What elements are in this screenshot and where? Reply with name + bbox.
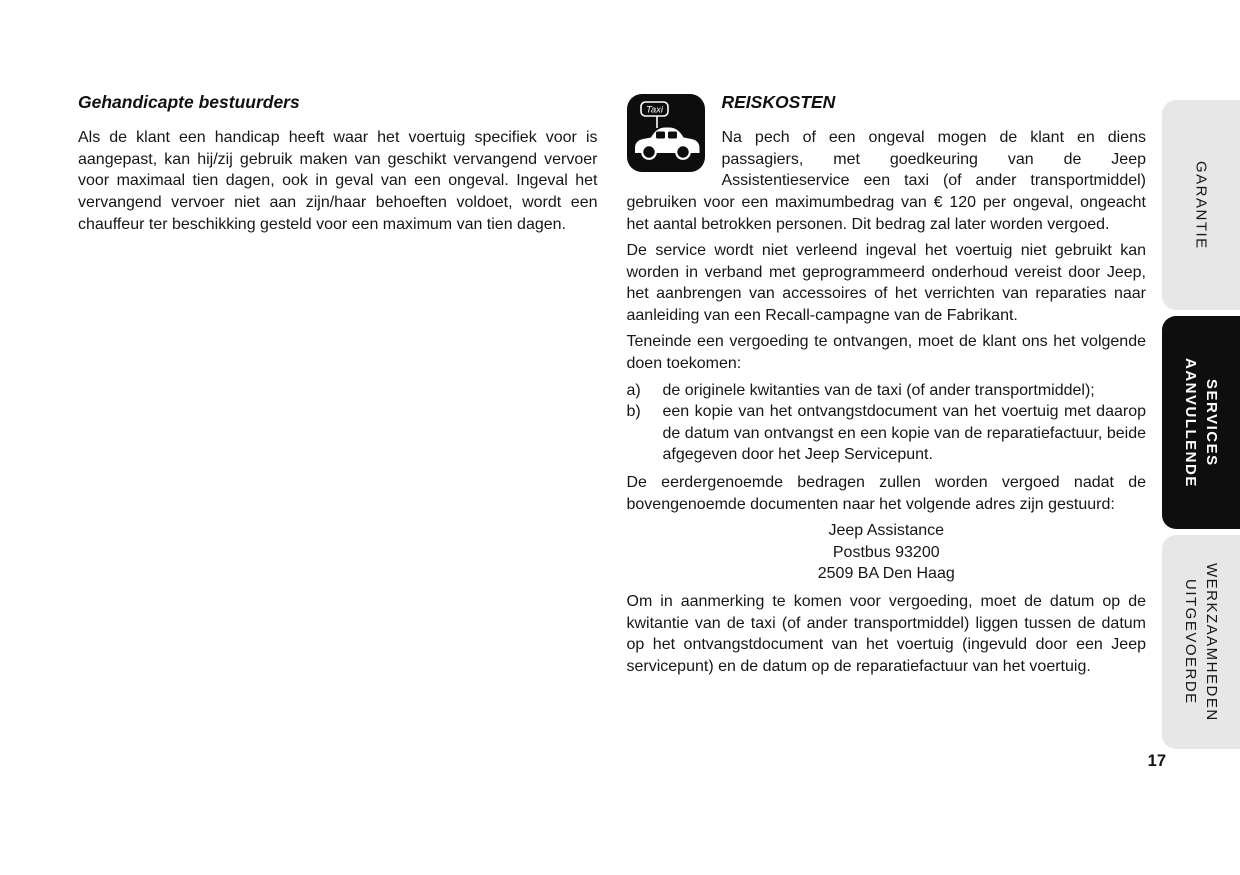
paragraph-reiskosten-2: De service wordt niet verleend ingeval het voertuig niet gebruikt kan worden in verband met geprogrammeerd onderhoud vereist door Jeep, het aanbrengen van accessoires of het verrichten van reparaties naar aanleiding van een Recall-campagne van de Fabrikant. <box>626 242 1146 324</box>
taxi-sign-label: Taxi <box>645 104 663 116</box>
tab-garantie <box>1162 100 1240 310</box>
taxi-icon <box>627 94 705 172</box>
address-line-1: Jeep Assistance <box>828 522 945 540</box>
paragraph-reiskosten-5: Om in aanmerking te komen voor vergoeding, moet de datum op de kwitantie van de taxi (of ander transportmiddel) liggen tussen de datum op het ontvangstdocument van het voertuig (ingevuld door een Jeep servicepunt) en de datum op de reparatiefactuur van het voertuig. <box>626 593 1146 675</box>
tab-label-line: UITGEVOERDE <box>1182 579 1199 705</box>
address-block <box>627 520 1147 585</box>
paragraph-reiskosten-1: Na pech of een ongeval mogen de klant en diens passagiers, met goedkeuring van de Jeep Assistentieservice een taxi (of ander transportmiddel) gebruiken voor een maximumbedrag van € 120 per ongeval, ongeacht het aantal betrokken personen. Dit bedrag zal later worden vergoed. <box>626 129 1146 233</box>
paragraph-gehandicapte: Als de klant een handicap heeft waar het voertuig specifiek voor is aangepast, kan hij/zij gebruik maken van geschikt vervangend vervoer voor maximaal tien dagen, ook in geval van een ongeval. Ingeval het vervangend vervoer niet aan zijn/haar behoeften voldoet, wordt een chauffeur ter beschikking gesteld voor een maximum van tien dagen. <box>78 129 598 233</box>
tab-label: GARANTIE <box>1192 160 1210 250</box>
taxi-icon-graphic <box>627 94 705 172</box>
address-line-2: Postbus 93200 <box>832 543 940 561</box>
list-marker: b) <box>626 403 641 421</box>
section-heading-gehandicapte-bestuurders: Gehandicapte bestuurders <box>78 92 300 112</box>
side-register-tabs <box>1162 100 1240 749</box>
list-item-b <box>627 401 1147 466</box>
tab-label-line: AANVULLENDE <box>1182 357 1199 488</box>
paragraph-reiskosten-4: De eerdergenoemde bedragen zullen worden vergoed nadat de bovengenoemde documenten naar het volgende adres zijn gestuurd: <box>626 474 1146 513</box>
list-marker: a) <box>626 381 641 399</box>
paragraph-reiskosten-3: Teneinde een vergoeding te ontvangen, moet de klant ons het volgende doen toekomen: <box>626 333 1146 373</box>
page-number: 17 <box>1147 752 1166 770</box>
address-line-3: 2509 BA Den Haag <box>817 565 955 583</box>
tab-label-line: WERKZAAMHEDEN <box>1203 562 1220 722</box>
right-column <box>627 92 1147 682</box>
tab-aanvullende-services <box>1162 316 1240 529</box>
list-text: de originele kwitanties van de taxi (of ander transportmiddel); <box>662 381 1095 399</box>
requirements-list <box>627 380 1147 466</box>
list-item-a <box>627 380 1147 402</box>
tab-uitgevoerde-werkzaamheden <box>1162 535 1240 749</box>
tab-label-line: SERVICES <box>1203 378 1220 467</box>
page-content <box>78 92 1146 682</box>
list-text: een kopie van het ontvangstdocument van het voertuig met daarop de datum van ontvangst en een kopie van de reparatiefactuur, beide afgegeven door het Jeep Servicepunt. <box>662 403 1146 464</box>
section-heading-reiskosten: REISKOSTEN <box>721 92 836 112</box>
left-column <box>78 92 598 682</box>
